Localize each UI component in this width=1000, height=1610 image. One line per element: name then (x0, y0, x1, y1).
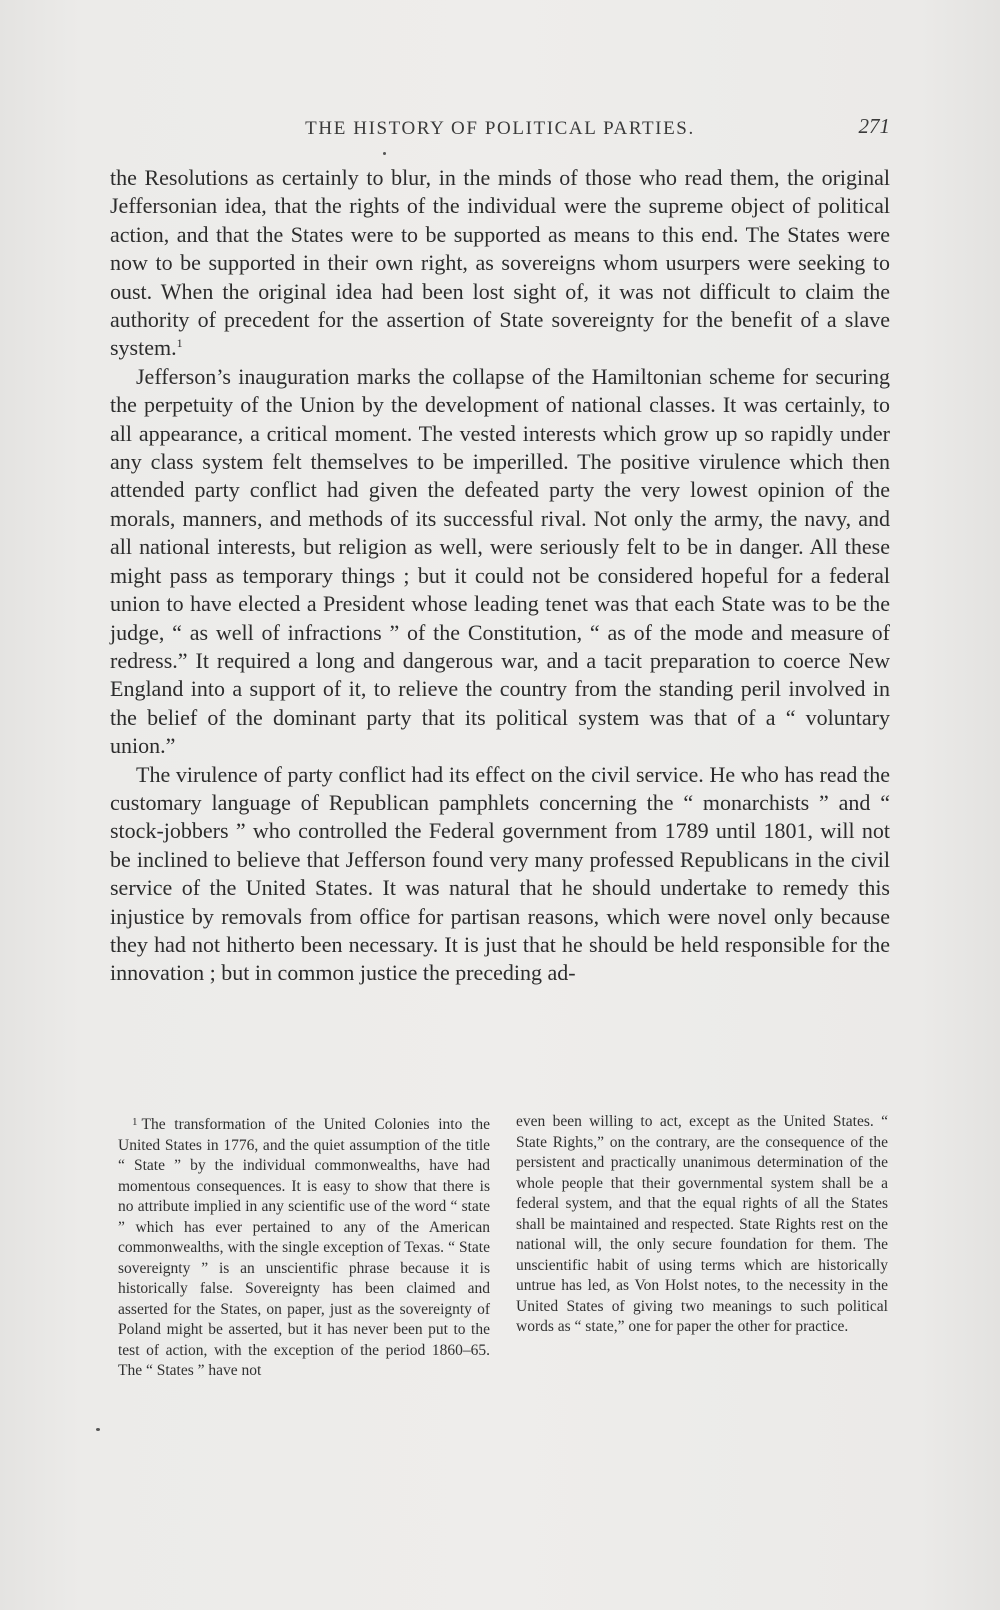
paragraph-1-text: the Resolutions as certainly to blur, in the minds of those who read them, the original Jeffersonian idea, that the rights of the individual were the supreme object of political action, and that the States were to be supported as means to this end. The States were now to be supported in their own right, as sovereigns whom usurpers were seeking to oust. When the original idea had been lost sight of, it was not difficult to claim the authority of precedent for the assertion of State sovereignty for the benefit of a slave system. (110, 165, 890, 361)
footnote-left-text (118, 1112, 490, 1382)
footnote-right-text: even been willing to act, except as the United States. “ State Rights,” on the contrary, are the consequence of the persistent and practically unanimous determination of the whole people that their governmental system shall be a federal system, and that the equal rights of all the States shall be maintained and respected. State Rights rest on the national will, the only secure foundation for them. The unscientific habit of using terms which are historically untrue has led, as Von Holst notes, to the necessity in the United States of giving two meanings to such political words as “ state,” one for paper the other for practice. (516, 1113, 888, 1335)
ink-speck (96, 1428, 100, 1431)
footnote-column-left (118, 1112, 490, 1382)
running-head (110, 114, 890, 148)
ink-speck (383, 152, 386, 155)
paragraph-1 (110, 164, 890, 363)
footnote-mark: 1 (132, 1116, 138, 1128)
footnote-column-right (516, 1112, 888, 1338)
footnote-left-body: The transformation of the United Colonies into the United States in 1776, and the quiet assumption of the title “ State ” by the individual commonwealths, have had momentous consequences. It is easy to show that there is no attribute implied in any scientific use of the word “ state ” which has ever pertained to any of the American commonwealths, with the single exception of Texas. “ State sovereignty ” is an unscientific phrase because it is historically false. Sovereignty has been claimed and asserted for the States, on paper, just as the sovereignty of Poland might be asserted, but it has never been put to the test of action, with the exception of the period 1860–65. The “ States ” have not (118, 1116, 490, 1379)
paragraph-3: The virulence of party conflict had its effect on the civil service. He who has read the customary language of Republican pamphlets concerning the “ monarchists ” and “ stock-jobbers ” who controlled the Federal government from 1789 until 1801, will not be inclined to believe that Jefferson found very many professed Republicans in the civil service of the United States. It was natural that he should undertake to remedy this injustice by removals from office for partisan reasons, which were novel only because they had not hitherto been necessary. It is just that he should be held responsible for the innovation ; but in common justice the preceding ad- (110, 761, 890, 986)
running-head-title: THE HISTORY OF POLITICAL PARTIES. (305, 118, 695, 139)
paragraph-2: Jefferson’s inauguration marks the collapse of the Hamiltonian scheme for securing the perpetuity of the Union by the development of national classes. It was certainly, to all appearance, a critical moment. The vested interests which grow up so rapidly under any class system felt themselves to be imperilled. The positive virulence which then attended party conflict had given the defeated party the very lowest opinion of the morals, manners, and methods of its successful rival. Not only the army, the navy, and all national interests, but religion as well, were seriously felt to be in danger. All these might pass as temporary things ; but it could not be considered hopeful for a federal union to have elected a President whose leading tenet was that each State was to be the judge, “ as well of infractions ” of the Constitution, “ as of the mode and measure of redress.” It required a long and dangerous war, and a tacit preparation to coerce New England into a support of it, to relieve the country from the standing peril involved in the belief of the dominant party that its political system was that of a “ voluntary union.” (110, 363, 890, 759)
footnote-reference: 1 (176, 336, 183, 351)
main-text (110, 164, 890, 988)
page-number: 271 (858, 114, 890, 138)
